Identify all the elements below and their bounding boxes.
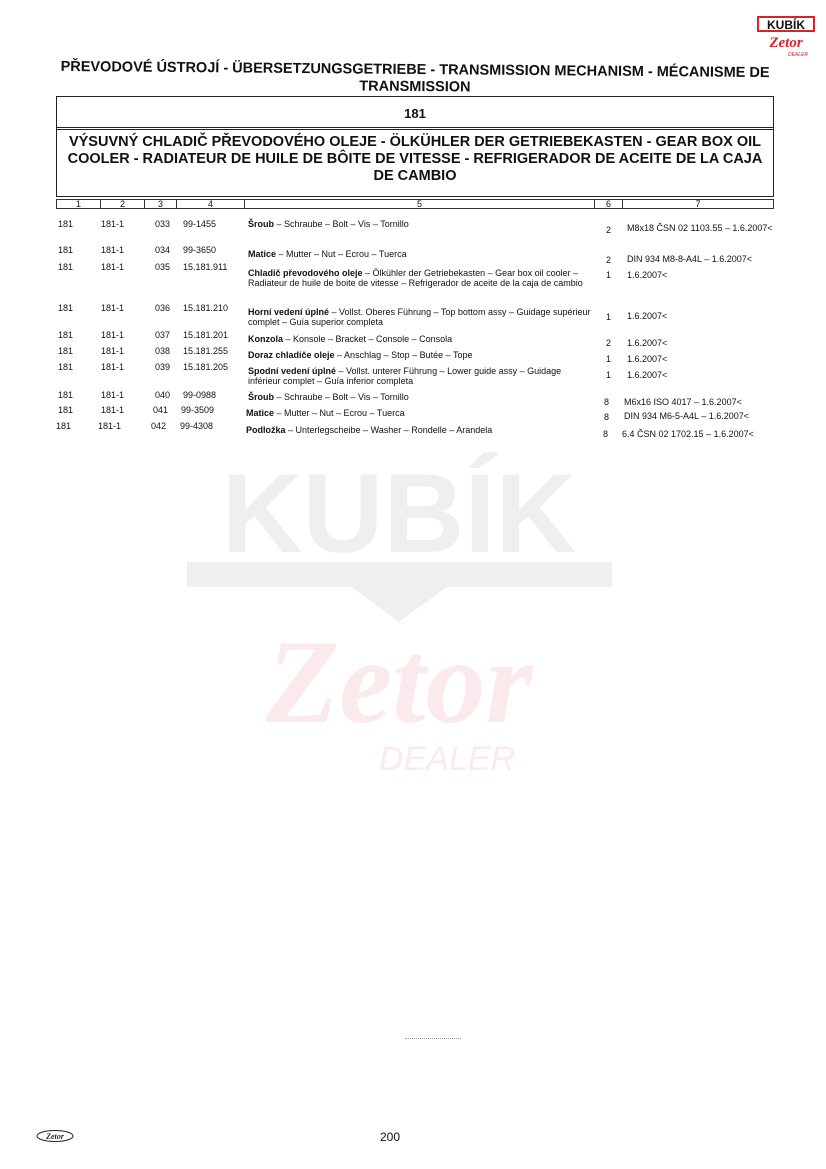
cell-subgroup: 181-1: [101, 405, 125, 415]
cell-quantity: 8: [604, 412, 610, 422]
cell-group: 181: [58, 405, 74, 415]
col-header-5: 5: [244, 199, 594, 209]
cell-part-number: 15.181.255: [183, 346, 229, 356]
description-translations: – Ölkühler der Getriebekasten – Gear box oil cooler – Radiateur de huile de boite de vitesse – Refrigerador de aceite de la caja de cambio: [248, 268, 583, 288]
cell-position: 037: [155, 330, 171, 340]
col-header-2: 2: [100, 199, 144, 209]
cell-quantity: 2: [606, 255, 612, 265]
cell-description: [248, 334, 593, 344]
cell-group: 181: [58, 346, 74, 356]
cell-subgroup: 181-1: [101, 303, 125, 313]
cell-description: [248, 307, 593, 327]
cell-subgroup: 181-1: [101, 346, 125, 356]
cell-description: [248, 350, 593, 360]
cell-subgroup: 181-1: [101, 330, 125, 340]
description-translations: – Vollst. Oberes Führung – Top bottom assy – Guidage supérieur complet – Guía superior completa: [248, 307, 591, 327]
cell-description: [248, 366, 593, 386]
description-main: Konzola: [248, 334, 283, 344]
cell-quantity: 1: [606, 370, 612, 380]
cell-note: 1.6.2007<: [627, 354, 668, 364]
cell-part-number: 15.181.201: [183, 330, 229, 340]
column-header-row: [56, 199, 774, 209]
cell-group: 181: [58, 262, 74, 272]
cell-position: 040: [155, 390, 171, 400]
cell-description: [246, 408, 591, 418]
cell-description: [248, 268, 593, 288]
scan-mark: [405, 1038, 461, 1041]
description-translations: – Konsole – Bracket – Console – Consola: [283, 334, 453, 344]
kubik-zetor-dealer-logo: [755, 14, 817, 62]
cell-note: DIN 934 M6-5-A4L – 1.6.2007<: [624, 411, 749, 421]
cell-quantity: 1: [606, 354, 612, 364]
cell-subgroup: 181-1: [101, 219, 125, 229]
description-main: Podložka: [246, 425, 286, 435]
cell-quantity: 1: [606, 312, 612, 322]
cell-part-number: 99-0988: [183, 390, 217, 400]
cell-subgroup: 181-1: [101, 245, 125, 255]
description-translations: – Mutter – Nut – Ecrou – Tuerca: [274, 408, 405, 418]
cell-note: 6.4 ČSN 02 1702.15 – 1.6.2007<: [622, 429, 754, 439]
logo-kubik-text: KUBÍK: [767, 18, 805, 32]
cell-position: 033: [155, 219, 171, 229]
description-main: Spodní vedení úplné: [248, 366, 337, 376]
cell-quantity: 1: [606, 270, 612, 280]
watermark-dealer-text: DEALER: [378, 740, 516, 778]
cell-group: 181: [56, 421, 72, 431]
description-translations: – Schraube – Bolt – Vis – Tornillo: [274, 219, 409, 229]
footer-logo-text: Zetor: [46, 1132, 64, 1141]
cell-position: 036: [155, 303, 171, 313]
cell-subgroup: 181-1: [101, 262, 125, 272]
cell-description: [248, 219, 593, 229]
cell-note: 1.6.2007<: [627, 270, 668, 280]
cell-note: 1.6.2007<: [627, 370, 668, 380]
cell-position: 035: [155, 262, 171, 272]
cell-description: [246, 425, 591, 435]
cell-part-number: 99-3650: [183, 245, 217, 255]
cell-part-number: 99-3509: [181, 405, 215, 415]
cell-note: M6x16 ISO 4017 – 1.6.2007<: [624, 397, 742, 407]
col-header-7: 7: [622, 199, 774, 209]
cell-position: 038: [155, 346, 171, 356]
section-subtitle: VÝSUVNÝ CHLADIČ PŘEVODOVÉHO OLEJE - ÖLKÜHLER DER GETRIEBEKASTEN - GEAR BOX OIL COOLER - RADIATEUR DE HUILE DE BÔITE DE VITESSE - REFRIGERADOR DE ACEITE DE LA CAJA DE CAMBIO: [56, 127, 774, 197]
watermark-kubik-text: KUBÍK: [221, 452, 577, 576]
cell-part-number: 15.181.210: [183, 303, 229, 313]
description-main: Horní vedení úplné: [248, 307, 330, 317]
col-header-3: 3: [144, 199, 176, 209]
col-header-6: 6: [594, 199, 622, 209]
cell-quantity: 2: [606, 338, 612, 348]
cell-subgroup: 181-1: [101, 362, 125, 372]
cell-description: [248, 249, 593, 259]
cell-part-number: 99-1455: [183, 219, 217, 229]
description-translations: – Anschlag – Stop – Butée – Tope: [334, 350, 473, 360]
cell-position: 034: [155, 245, 171, 255]
page-title: PŘEVODOVÉ ÚSTROJÍ - ÜBERSETZUNGSGETRIEBE - TRANSMISSION MECHANISM - MÉCANISME DE TRANSMISSION: [60, 58, 770, 96]
cell-subgroup: 181-1: [98, 421, 122, 431]
zetor-footer-logo: [36, 1130, 74, 1142]
cell-group: 181: [58, 245, 74, 255]
logo-dealer-text: DEALER: [787, 52, 809, 58]
cell-note: DIN 934 M8-8-A4L – 1.6.2007<: [627, 254, 752, 264]
cell-note: 1.6.2007<: [627, 338, 668, 348]
col-header-4: 4: [176, 199, 244, 209]
cell-quantity: 8: [603, 429, 609, 439]
description-translations: – Unterlegscheibe – Washer – Rondelle – Arandela: [285, 425, 493, 435]
cell-note: 1.6.2007<: [627, 311, 668, 321]
cell-subgroup: 181-1: [101, 390, 125, 400]
watermark-zetor-text: Zetor: [265, 615, 533, 748]
cell-part-number: 15.181.205: [183, 362, 229, 372]
description-translations: – Schraube – Bolt – Vis – Tornillo: [274, 392, 409, 402]
description-main: Šroub: [248, 392, 274, 402]
description-main: Doraz chladiče oleje: [248, 350, 335, 360]
cell-note: M8x18 ČSN 02 1103.55 – 1.6.2007<: [627, 223, 773, 233]
logo-zetor-text: Zetor: [769, 35, 803, 51]
cell-group: 181: [58, 303, 74, 313]
description-translations: – Vollst. unterer Führung – Lower guide assy – Guidage inférieur complet – Guía inferior completa: [248, 366, 562, 386]
cell-part-number: 15.181.911: [183, 262, 228, 272]
description-main: Chladič převodového oleje: [248, 268, 363, 278]
cell-group: 181: [58, 219, 74, 229]
description-main: Matice: [248, 249, 277, 259]
description-main: Matice: [246, 408, 275, 418]
description-translations: – Mutter – Nut – Ecrou – Tuerca: [276, 249, 407, 259]
cell-position: 042: [151, 421, 167, 431]
cell-part-number: 99-4308: [180, 421, 214, 431]
description-main: Šroub: [248, 219, 274, 229]
page-number: 200: [380, 1130, 401, 1144]
col-header-1: 1: [56, 199, 100, 209]
group-number: 181: [56, 96, 774, 130]
cell-quantity: 8: [604, 397, 610, 407]
cell-position: 041: [153, 405, 169, 415]
cell-description: [248, 392, 593, 402]
cell-quantity: 2: [606, 225, 612, 235]
cell-group: 181: [58, 362, 74, 372]
dealer-watermark: [187, 452, 612, 782]
cell-group: 181: [58, 390, 74, 400]
cell-position: 039: [155, 362, 171, 372]
cell-group: 181: [58, 330, 74, 340]
